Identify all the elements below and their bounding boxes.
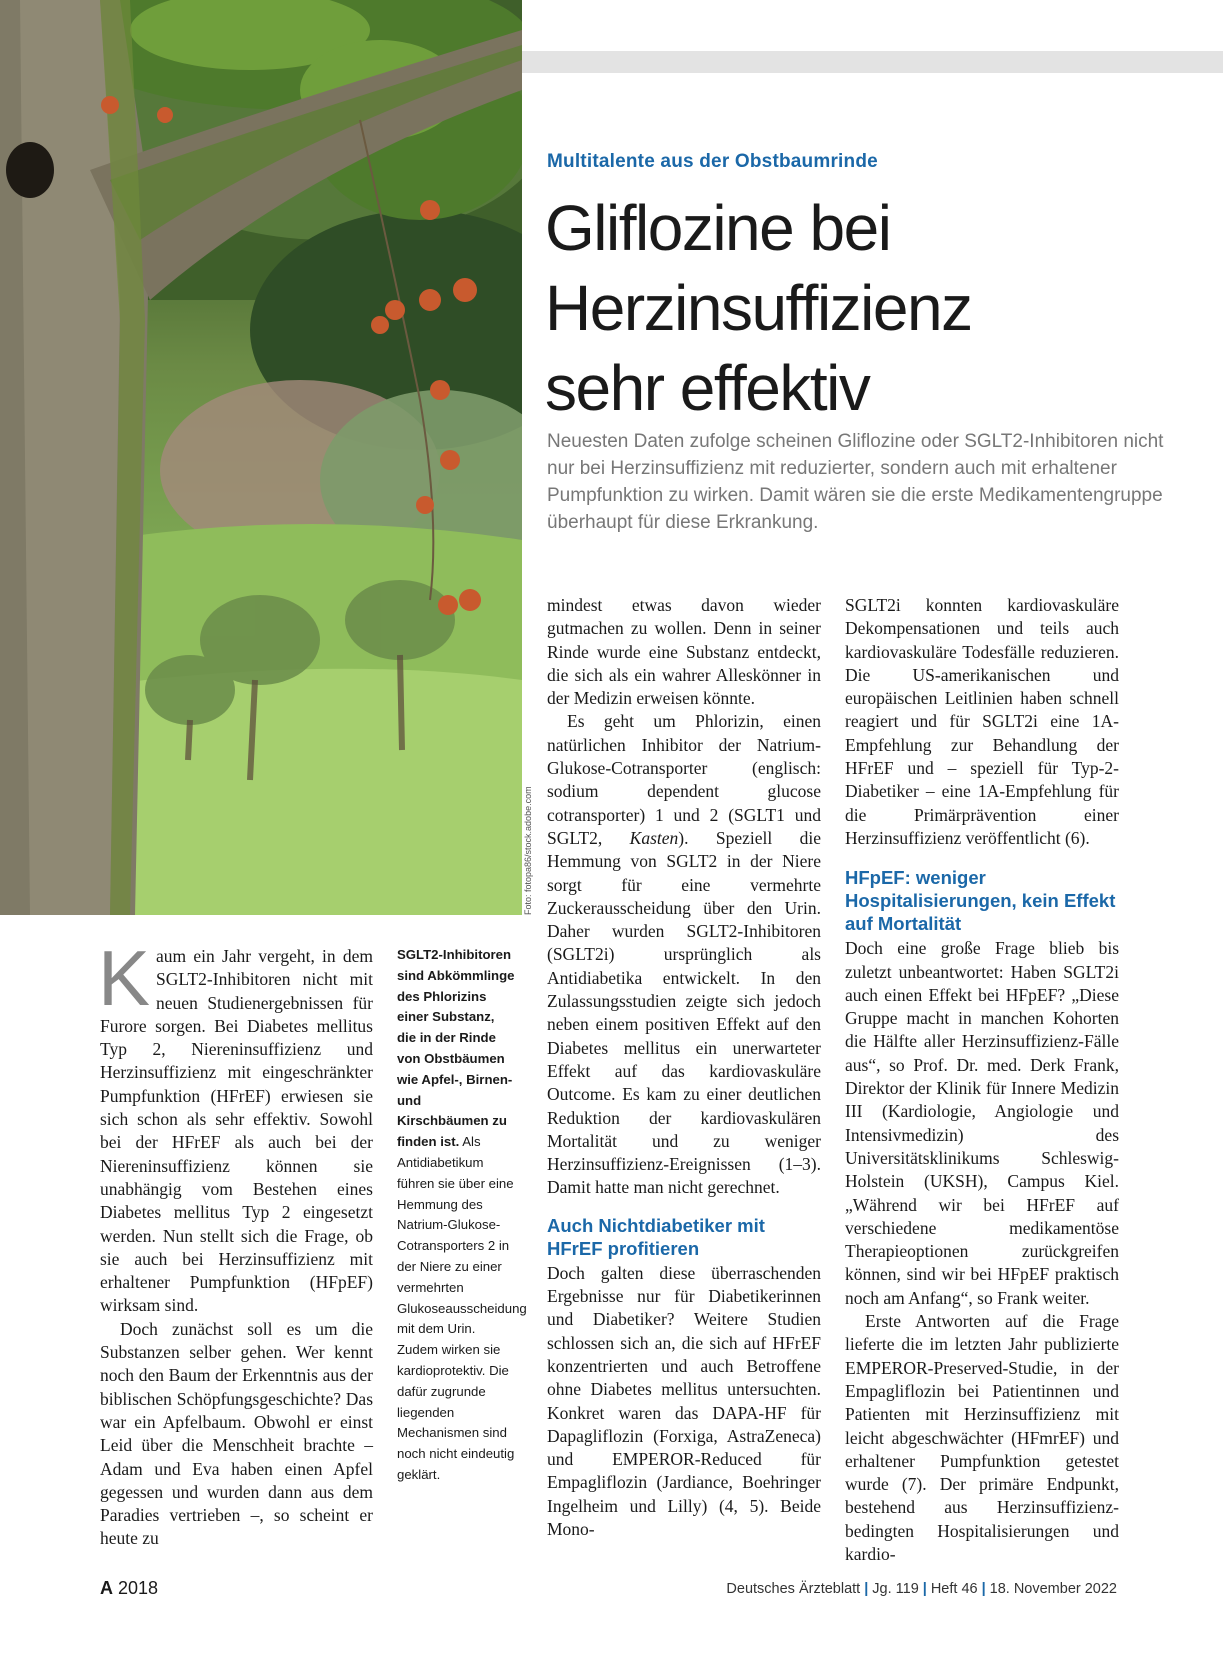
- page-number-value: 2018: [118, 1578, 159, 1598]
- body-paragraph: Doch zunächst soll es um die Substanzen selber gehen. Wer kennt noch den Baum der Erkenntnis aus der biblischen Schöpfungsgeschichte? Das war ein Apfelbaum. Obwohl er einst Leid über die Menschheit brachte – Adam und Eva haben einen Apfel gegessen und wurden dann aus dem Paradies vertrieben –, so scheint er heute zu: [100, 1318, 373, 1549]
- body-paragraph-text: aum ein Jahr vergeht, in dem SGLT2-Inhibitoren nicht mit neuen Studienergebnissen für Furore sorgen. Bei Diabetes mellitus Typ 2, Niereninsuffizienz und Herzinsuffizienz mit eingeschränkter Pumpfunktion (HFrEF) erwiesen sie sich schon als sehr effektiv. Sowohl bei der HFrEF als auch bei der Niereninsuffizienz können sie unabhängig vom Bestehen eines Diabetes mellitus Typ 2 eingesetzt werden. Nun stellt sich die Frage, ob sie auch bei Herzinsuffizienz mit erhaltener Pumpfunktion (HFpEF) wirksam sind.: [100, 946, 373, 1316]
- body-paragraph-text: ). Speziell die Hemmung von SGLT2 in der Niere sorgt für eine vermehrte Zuckerausscheidung über den Urin. Daher wurden SGLT2-Inhibitoren (SGLT2i) ursprünglich als Antidiabetika entwickelt. In den Zulassungsstudien zeigte sich jedoch neben einem positiven Effekt auf den Diabetes mellitus ein unerwarteter Effekt auf das kardiovaskuläre Outcome. Es kam zu einer deutlichen Reduktion der kardiovaskulären Mortalität und zu weniger Herzinsuffizienz-Ereignissen (1–3). Damit hatte man nicht gerechnet.: [547, 827, 821, 1198]
- headline-line-2: Herzinsuffizienz: [545, 272, 972, 344]
- body-paragraph: Doch galten diese überraschenden Ergebnisse nur für Diabetikerinnen und Diabetiker? Weitere Studien schlossen sich an, die sich auf HFrEF konzentrierten und auch Betroffene ohne Diabetes mellitus untersuchten. Konkret waren das DAPA-HF für Dapagliflozin (Forxiga, AstraZeneca) und EMPEROR-Reduced für Empagliflozin (Jardiance, Boehringer Ingelheim und Lilly) (4, 5). Beide Mono-: [547, 1262, 821, 1539]
- journal-name: Deutsches Ärzteblatt: [726, 1581, 861, 1597]
- body-paragraph: Doch eine große Frage blieb bis zuletzt unbeantwortet: Haben SGLT2i auch einen Effekt bei HFpEF? „Diese Gruppe macht in manchen Kohorten die Hälfte aller Herzinsuffizienz-Fälle aus“, so Prof. Dr. med. Derk Frank, Direktor der Klinik für Innere Medizin III (Kardiologie, Angiologie und Intensivmedizin) des Universitätsklinikums Schleswig-Holstein (UKSH), Campus Kiel. „Während wir bei HFrEF auf verschiedene medikamentöse Therapieoptionen zurückgreifen können, sind wir bei HFpEF praktisch noch am Anfang“, so Frank weiter.: [845, 938, 1119, 1308]
- footer-separator: |: [922, 1581, 927, 1597]
- sidebar-note-bold: SGLT2-Inhibitoren sind Abkömmlinge des Phlorizins einer Substanz, die in der Rinde von Obstbäumen wie Apfel-, Birnen- und Kirschbäumen zu finden ist.: [397, 947, 515, 1150]
- body-column-3: [845, 594, 1119, 1566]
- body-paragraph: [547, 710, 821, 1199]
- body-paragraph: mindest etwas davon wieder gutmachen zu wollen. Denn in seiner Rinde wurde eine Substanz entdeckt, die sich als ein wahrer Alleskönner in der Medizin erweisen könnte.: [547, 595, 821, 709]
- body-paragraph: [98, 934, 373, 1318]
- tree-photo: [0, 0, 522, 915]
- journal-date: 18. November 2022: [989, 1581, 1117, 1597]
- body-italic-reference: Kasten: [629, 827, 679, 848]
- page-number: [100, 1578, 158, 1599]
- sidebar-note-text: Als Antidiabetikum führen sie über eine Hemmung des Natrium-Glukose-Cotransporters 2 in der Niere zu einer vermehrten Glukoseausscheidung mit dem Urin. Zudem wirken sie kardioprotektiv. Die dafür zugrunde liegenden Mechanismen sind noch nicht eindeutig geklärt.: [397, 1134, 527, 1482]
- subheading-hfpef: HFpEF: weniger Hospitalisierungen, kein Effekt auf Mortalität: [845, 867, 1116, 935]
- footer-meta: [726, 1581, 1117, 1597]
- photo-credit: [522, 786, 536, 915]
- footer-separator: |: [864, 1581, 869, 1597]
- body-paragraph: Erste Antworten auf die Frage lieferte die im letzten Jahr publizierte EMPEROR-Preserved-Studie, in der Empagliflozin bei Patientinnen und Patienten mit Herzinsuffizienz mit leicht abgeschwächter (HFmrEF) und erhaltener Pumpfunktion getestet wurde (7). Der primäre Endpunkt, bestehend aus Herzinsuffizienz-bedingten Hospitalisierungen und kardio-: [845, 1311, 1119, 1564]
- page-prefix: A: [100, 1578, 113, 1598]
- body-paragraph: SGLT2i konnten kardiovaskuläre Dekompensationen und teils auch kardiovaskuläre Todesfälle reduzieren. Die US-amerikanischen und europäischen Leitlinien haben schnell reagiert und für SGLT2i eine 1A-Empfehlung zur Behandlung der HFrEF und – speziell für Typ-2-Diabetiker – eine 1A-Empfehlung für die Primärprävention einer Herzinsuffizienz veröffentlicht (6).: [845, 595, 1119, 848]
- photo-credit-text: Foto: fotopa86/stock.adobe.com: [523, 786, 533, 915]
- article-kicker: Multitalente aus der Obstbaumrinde: [547, 151, 878, 172]
- apple-tree-illustration: [0, 0, 522, 915]
- headline-line-3: sehr effektiv: [545, 352, 870, 424]
- header-gray-bar: [522, 51, 1223, 73]
- footer-separator: |: [981, 1581, 986, 1597]
- dropcap-letter: K: [98, 934, 151, 1022]
- journal-volume: Jg. 119: [872, 1581, 919, 1597]
- subheading-nondiabetics: Auch Nichtdiabetiker mit HFrEF profitieren: [547, 1214, 765, 1259]
- journal-issue: Heft 46: [930, 1581, 978, 1597]
- body-column-2: [547, 594, 821, 1541]
- article-lead: Neuesten Daten zufolge scheinen Gliflozine oder SGLT2-Inhibitoren nicht nur bei Herzinsuffizienz mit reduzierter, sondern auch mit erhaltener Pumpfunktion zu wirken. Damit wären sie die erste Medikamentengruppe überhaupt für diese Erkrankung.: [547, 431, 1164, 533]
- body-paragraph-text: Es geht um Phlorizin, einen natürlichen Inhibitor der Natrium-Glukose-Cotransporter (englisch: sodium dependent glucose cotransporter) 1 und 2 (SGLT1 und SGLT2,: [547, 711, 821, 848]
- article-headline: [545, 188, 1185, 428]
- sidebar-note: [397, 945, 527, 1486]
- headline-line-1: Gliflozine bei: [545, 192, 891, 264]
- body-column-1: [98, 934, 373, 1551]
